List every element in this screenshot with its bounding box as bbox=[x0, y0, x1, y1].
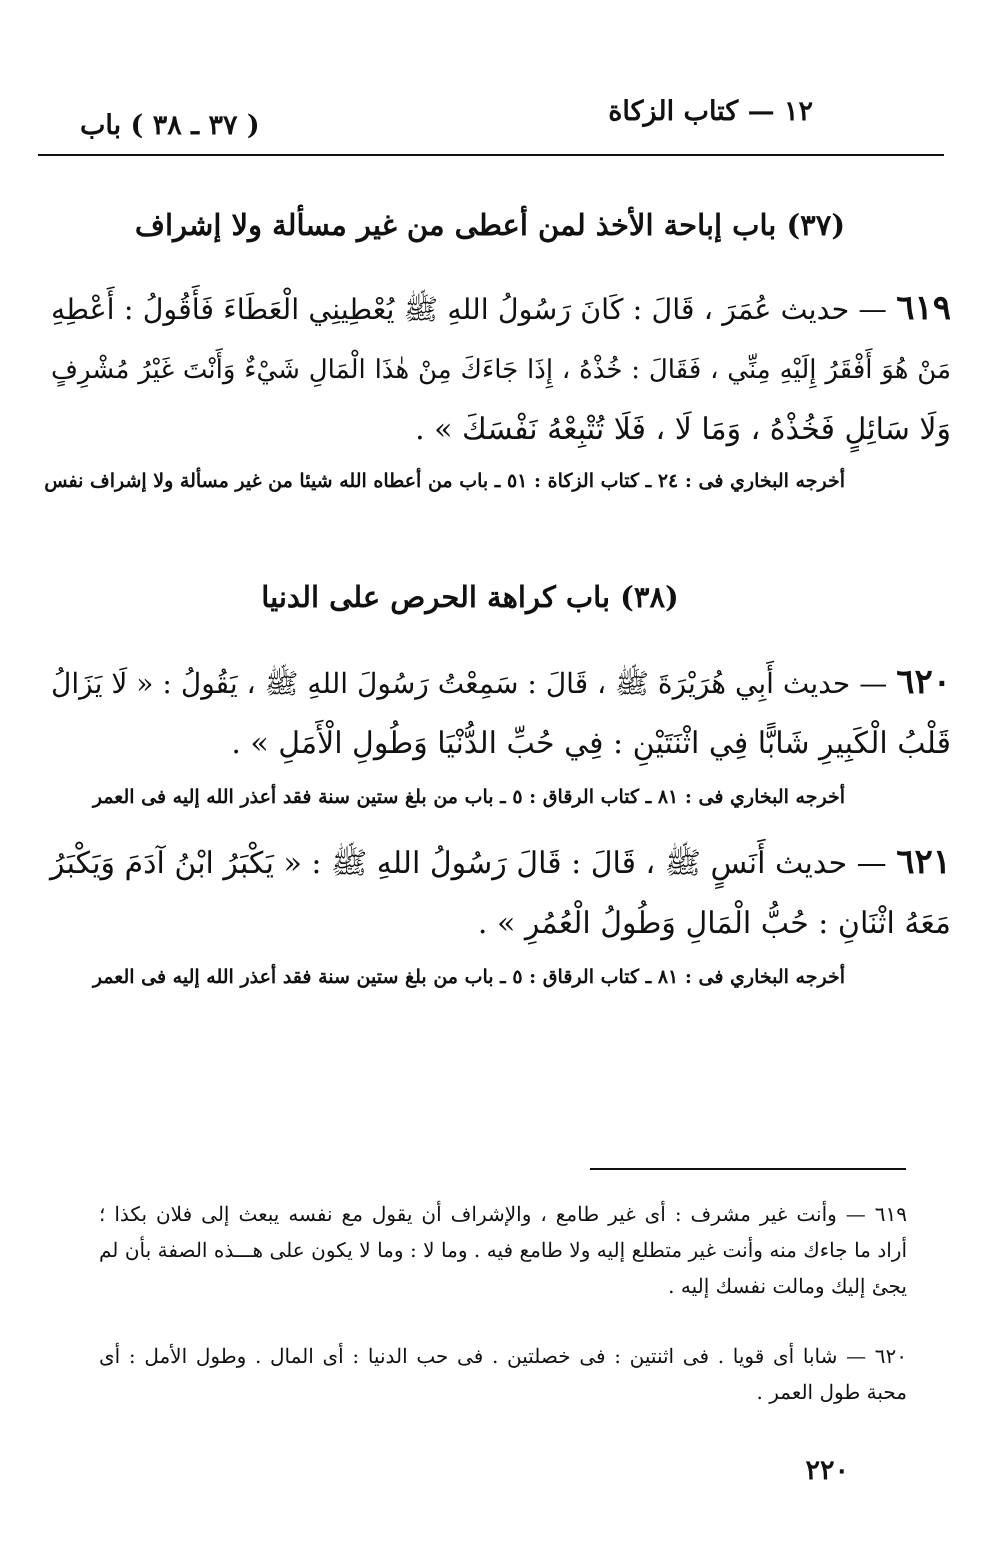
running-header-chapter: ١٢ — كتاب الزكاة bbox=[608, 96, 813, 127]
footnote-line: ٦١٩ — وأنت غير مشرف : أى غير طامع ، والإشراف أن يقول مع نفسه يبعث إلى فلان بكذا ؛ bbox=[99, 1202, 907, 1226]
hadith-number: ٦٢١ bbox=[896, 842, 951, 882]
footnote-620 bbox=[99, 1338, 907, 1410]
footnote-line: أراد ما جاءك منه وأنت غير متطلع إليه ولا طامع فيه . وما لا : وما لا يكون على هـــذه الصفة بأن لم bbox=[99, 1238, 907, 1262]
footnote-line: يجئ إليك ومالت نفسك إليه . bbox=[668, 1274, 907, 1298]
footnote-line: محبة طول العمر . bbox=[756, 1380, 907, 1404]
hadith-reference: أخرجه البخاري فى : ٨١ ـ كتاب الرقاق : ٥ ـ باب من بلغ ستين سنة فقد أعذر الله إليه فى العمر bbox=[92, 966, 845, 988]
hadith-line: ٦٢١ — حديث أَنَسٍ ﷺ ، قَالَ : قَالَ رَسُولُ اللهِ ﷺ : « يَكْبَرُ ابْنُ آدَمَ وَيَكْبَرُ bbox=[50, 842, 951, 882]
hadith-line: ٦١٩ — حديث عُمَرَ ، قَالَ : كَانَ رَسُولُ اللهِ ﷺ يُعْطِينِي الْعَطَاءَ فَأَقُولُ : أَعْطِهِ bbox=[51, 288, 951, 328]
hadith-620 bbox=[51, 652, 951, 774]
hadith-line: مَعَهُ اثْنَانِ : حُبُّ الْمَالِ وَطُولُ الْعُمُرِ » . bbox=[477, 906, 951, 941]
hadith-line: قَلْبُ الْكَبِيرِ شَابًّا فِي اثْنَتَيْنِ : فِي حُبِّ الدُّنْيَا وَطُولِ الْأَمَلِ » . bbox=[231, 726, 951, 761]
section-heading-38: (٣٨) باب كراهة الحرص على الدنيا bbox=[261, 580, 679, 614]
hadith-line: ٦٢٠ — حديث أَبِي هُرَيْرَةَ ﷺ ، قَالَ : سَمِعْتُ رَسُولَ اللهِ ﷺ ، يَقُولُ : « لَا يَزَالُ bbox=[51, 662, 952, 702]
header-divider bbox=[38, 154, 944, 156]
hadith-reference: أخرجه البخاري فى : ٨١ ـ كتاب الرقاق : ٥ ـ باب من بلغ ستين سنة فقد أعذر الله إليه فى العمر bbox=[92, 786, 845, 808]
footnote-divider bbox=[590, 1168, 906, 1170]
section-heading-37: (٣٧) باب إباحة الأخذ لمن أعطى من غير مسألة ولا إشراف bbox=[134, 208, 846, 242]
hadith-line: وَلَا سَائِلٍ فَخُذْهُ ، وَمَا لَا ، فَلَا تُتْبِعْهُ نَفْسَكَ » . bbox=[415, 412, 951, 447]
hadith-reference: أخرجه البخاري فى : ٢٤ ـ كتاب الزكاة : ٥١ ـ باب من أعطاه الله شيئا من غير مسألة ولا إشراف نفس bbox=[44, 470, 845, 492]
hadith-621 bbox=[51, 832, 951, 954]
hadith-number: ٦٢٠ bbox=[896, 662, 952, 702]
page-number: ٢٢٠ bbox=[805, 1455, 849, 1486]
hadith-619 bbox=[51, 278, 951, 460]
hadith-line: مَنْ هُوَ أَفْقَرُ إِلَيْهِ مِنِّي ، فَقَالَ : خُذْهُ ، إِذَا جَاءَكَ مِنْ هٰذَا الْمَالِ شَيْءٌ وَأَنْتَ غَيْرُ مُشْرِفٍ bbox=[51, 355, 951, 385]
running-header-section-range: ( ٣٧ ـ ٣٨ ) باب bbox=[80, 110, 260, 141]
footnote-line: ٦٢٠ — شابا أى قويا . فى اثنتين : فى خصلتين . فى حب الدنيا : أى المال . وطول الأمل : أى bbox=[99, 1344, 907, 1368]
hadith-number: ٦١٩ bbox=[896, 288, 951, 328]
footnote-619 bbox=[99, 1196, 907, 1304]
